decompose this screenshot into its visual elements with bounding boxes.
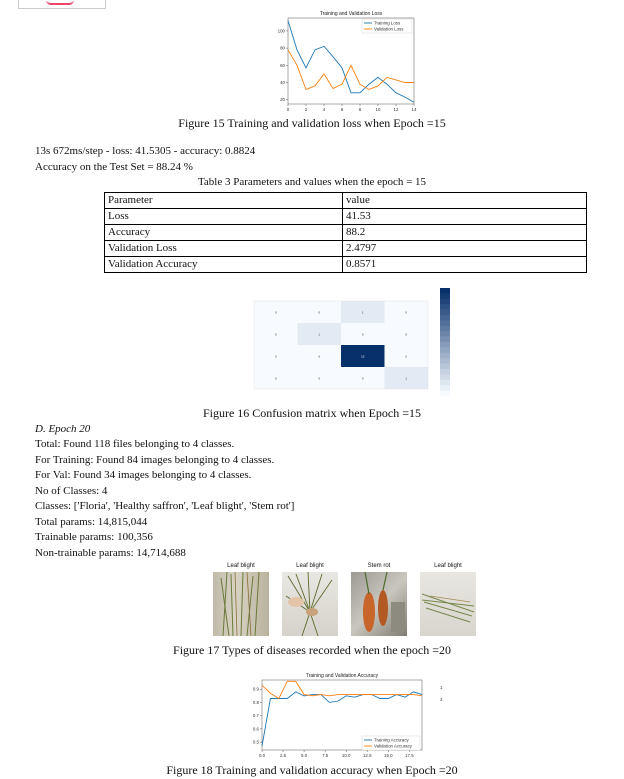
section-line: Trainable params: 100,356 <box>35 531 153 543</box>
section-line: For Training: Found 84 images belonging to 4 classes. <box>35 453 275 466</box>
section-line: No of Classes: 4 <box>35 484 108 497</box>
leaf-blight-photo-2 <box>282 572 338 636</box>
x-tick-label: 2 <box>304 107 308 112</box>
x-tick-label: 4 <box>322 107 326 112</box>
matrix-cell-value: 0 <box>405 354 408 359</box>
x-tick-label: 10 <box>375 107 381 112</box>
colorbar-segment <box>440 391 450 397</box>
header-cell-value: value <box>343 193 587 209</box>
matrix-cell-value: 12 <box>361 354 365 359</box>
table3-title: Table 3 Parameters and values when the epoch = 15 <box>197 176 427 188</box>
row-value: 41.53 <box>343 209 587 225</box>
matrix-cell-value: 0 <box>274 310 277 315</box>
x-tick-label: 8 <box>358 107 362 112</box>
x-tick-label: 15.0 <box>384 753 393 758</box>
matrix-cell-value: 0 <box>318 310 321 315</box>
header-cell-parameter: Parameter <box>105 193 343 209</box>
fig17-caption: Figure 17 Types of diseases recorded when the epoch =20 <box>173 643 451 657</box>
leaf-blight-photo-1 <box>213 572 269 636</box>
row-parameter: Validation Loss <box>105 241 343 257</box>
matrix-cell-value: 0 <box>318 354 321 359</box>
y-tick-label: 40 <box>280 80 285 85</box>
matrix-cell-value: 1 <box>405 376 408 381</box>
photo-label: Stem rot <box>367 563 391 569</box>
colorbar-segment <box>440 331 450 337</box>
y-tick-label: 0.8 <box>252 699 259 705</box>
x-tick-label: 12 <box>393 107 399 112</box>
colorbar-segment <box>440 337 450 343</box>
y-tick-label: 20 <box>280 97 285 103</box>
x-tick-label: 10.0 <box>341 753 351 758</box>
row-parameter: Loss <box>105 209 343 225</box>
table-header-row <box>105 193 587 209</box>
matrix-cell-value: 1 <box>318 332 321 337</box>
y-tick-label: 0.6 <box>252 726 259 732</box>
section-line: For Val: Found 34 images belonging to 4 classes. <box>35 469 252 481</box>
chart-title: Training and Validation Loss <box>319 11 383 17</box>
matrix-cell-value: 0 <box>274 376 277 381</box>
y-tick-label: 80 <box>280 45 285 51</box>
colorbar-segment <box>440 304 450 310</box>
matrix-cell-value: 0 <box>361 332 364 337</box>
row-parameter: Accuracy <box>105 225 343 241</box>
x-tick-label: 2.5 <box>279 753 287 758</box>
colorbar-segment <box>440 320 450 326</box>
loss-chart <box>262 8 422 114</box>
step-result-line: 13s 672ms/step - loss: 41.5305 - accuracy: 0.8824 <box>35 145 256 157</box>
series-line-2 <box>288 50 414 90</box>
section-heading: D. Epoch 20 <box>35 423 91 435</box>
x-tick-label: 12.5 <box>362 753 372 758</box>
matrix-cell-value: 0 <box>274 354 277 359</box>
y-tick-label: 0.5 <box>252 739 259 745</box>
x-tick-label: 0 <box>286 107 290 112</box>
matrix-cell-value: 0 <box>318 376 321 381</box>
colorbar-segment <box>440 374 450 380</box>
table-row <box>105 209 587 225</box>
row-value: 2.4797 <box>343 241 587 257</box>
colorbar-segment <box>440 288 450 294</box>
confusion-matrix <box>228 286 464 404</box>
colorbar-segment <box>440 358 450 364</box>
colorbar-segment <box>440 347 450 353</box>
section-line: Non-trainable params: 14,714,688 <box>35 546 186 559</box>
colorbar-segment <box>440 364 450 370</box>
x-tick-label: 5.0 <box>301 753 308 758</box>
y-tick-label: 60 <box>280 62 285 68</box>
x-tick-label: 0.0 <box>258 753 266 758</box>
colorbar-segment <box>440 385 450 391</box>
fig16-caption: Figure 16 Confusion matrix when Epoch =15 <box>202 406 422 420</box>
colorbar-segment <box>440 293 450 299</box>
photo-label: Leaf blight <box>227 563 255 569</box>
x-tick-label: 14 <box>411 107 417 112</box>
matrix-cell-value: 0 <box>405 332 408 337</box>
top-clipped-logo <box>46 0 74 5</box>
legend-label: Training Accuracy <box>374 737 409 743</box>
legend-label: Training Loss <box>374 20 401 26</box>
chart-title: Training and Validation Accuracy <box>305 673 379 679</box>
x-tick-label: 17.5 <box>405 753 414 758</box>
table-row <box>105 225 587 241</box>
table-row <box>105 241 587 257</box>
test-accuracy-line: Accuracy on the Test Set = 88.24 % <box>35 161 193 173</box>
colorbar-segment <box>440 353 450 359</box>
colorbar-segment <box>440 380 450 386</box>
y-tick-label: 0.7 <box>252 713 259 719</box>
row-value: 0.8571 <box>343 257 587 273</box>
stem-rot-photo <box>351 572 407 636</box>
row-parameter: Validation Accuracy <box>105 257 343 273</box>
colorbar-segment <box>440 310 450 316</box>
fig18-caption: Figure 18 Training and validation accuracy when Epoch =20 <box>166 763 458 777</box>
photo-label: Leaf blight <box>434 563 462 569</box>
series-line-2 <box>262 681 422 698</box>
colorbar-segment <box>440 315 450 321</box>
side-label: 3 <box>440 697 443 702</box>
legend-label: Validation Accuracy <box>374 743 412 749</box>
parameters-table <box>104 192 587 273</box>
legend-label: Validation Loss <box>374 26 404 32</box>
colorbar-segment <box>440 299 450 305</box>
x-tick-label: 6 <box>340 107 344 112</box>
y-tick-label: 0.9 <box>252 686 259 692</box>
leaf-blight-photo-3 <box>420 572 476 636</box>
section-line: Total: Found 118 files belonging to 4 classes. <box>35 438 235 450</box>
y-tick-label: 100 <box>277 28 285 34</box>
section-line: Total params: 14,815,044 <box>35 515 148 528</box>
section-line: Classes: ['Floria', 'Healthy saffron', 'Leaf blight', 'Stem rot'] <box>35 500 295 512</box>
accuracy-chart <box>232 671 452 763</box>
photo-label: Leaf blight <box>296 563 324 569</box>
matrix-cell-value: 0 <box>361 376 364 381</box>
matrix-cell-value: 1 <box>361 310 364 315</box>
side-label: 1 <box>440 685 443 690</box>
fig15-caption: Figure 15 Training and validation loss when Epoch =15 <box>178 116 446 130</box>
x-tick-label: 7.5 <box>322 753 329 758</box>
colorbar-segment <box>440 369 450 375</box>
colorbar-segment <box>440 326 450 332</box>
colorbar-segment <box>440 342 450 348</box>
table-row <box>105 257 587 273</box>
matrix-cell-value: 0 <box>405 310 408 315</box>
matrix-cell-value: 0 <box>274 332 277 337</box>
row-value: 88.2 <box>343 225 587 241</box>
